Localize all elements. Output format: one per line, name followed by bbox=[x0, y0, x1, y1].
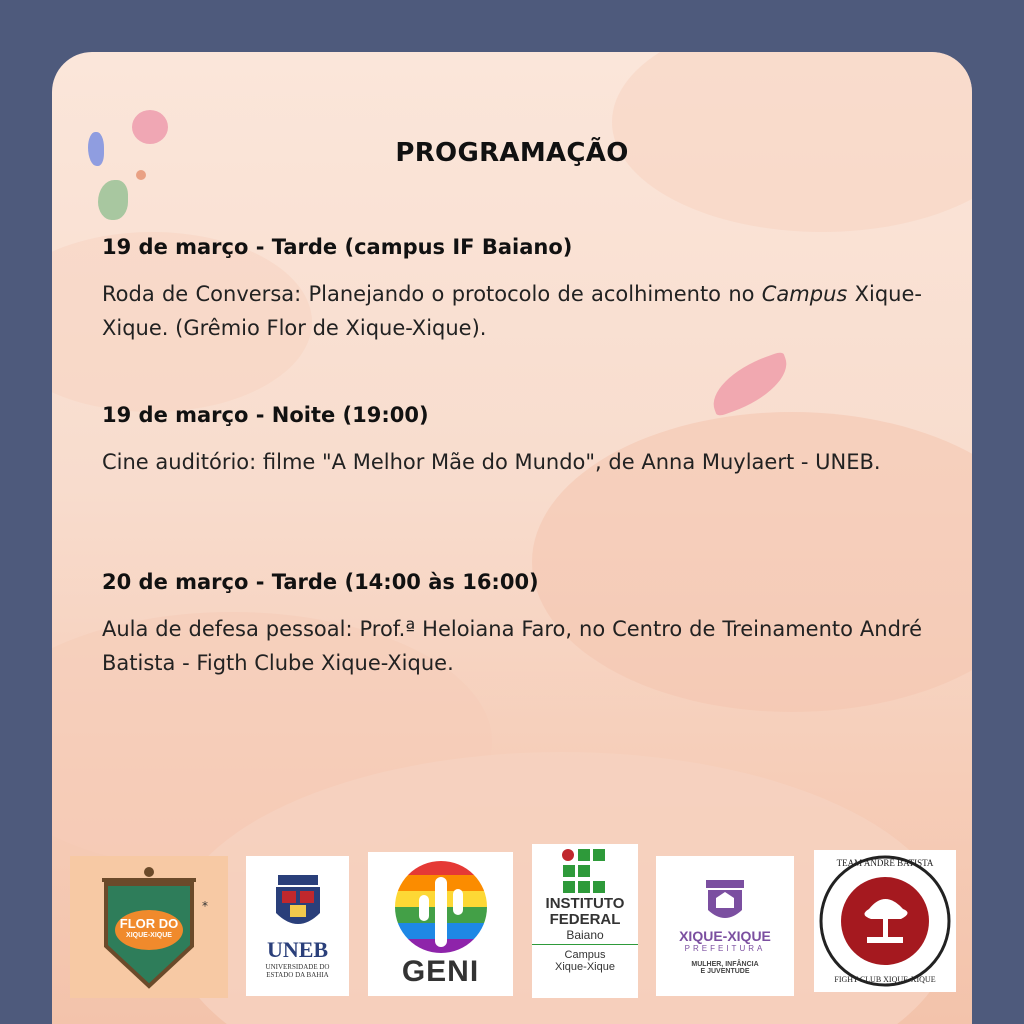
event-2-heading: 19 de março - Noite (19:00) bbox=[102, 403, 429, 427]
bonsai-tree-icon bbox=[817, 853, 953, 989]
flor-label-2: XIQUE-XIQUE bbox=[126, 932, 172, 939]
logo-team-andre-batista bbox=[814, 850, 956, 992]
xx-line-1: MULHER, INFÂNCIA bbox=[691, 960, 759, 968]
if-line-3: Baiano bbox=[532, 928, 638, 945]
if-line-5: Xique-Xique bbox=[555, 961, 615, 973]
logo-prefeitura-xique-xique bbox=[656, 856, 794, 996]
geni-name: GENI bbox=[401, 955, 480, 988]
event-3 bbox=[102, 570, 922, 680]
logo-if-baiano bbox=[532, 844, 638, 998]
event-1-heading: 19 de março - Tarde (campus IF Baiano) bbox=[102, 235, 573, 259]
logo-flor-do-xique-xique bbox=[70, 856, 228, 998]
team-top-text: TEAM ANDRÉ BATISTA bbox=[836, 858, 934, 868]
if-line-4: Campus bbox=[564, 949, 606, 961]
if-squares-icon bbox=[560, 848, 610, 896]
event-3-heading: 20 de março - Tarde (14:00 às 16:00) bbox=[102, 570, 539, 594]
event-3-description: Aula de defesa pessoal: Prof.ª Heloiana Faro, no Centro de Treinamento André Batista - Figth Clube Xique-Xique. bbox=[102, 617, 922, 675]
event-1-description: Roda de Conversa: Planejando o protocolo de acolhimento no Campus Xique-Xique. (Grêmio Flor de Xique-Xique). bbox=[102, 282, 922, 340]
green-leaf-icon bbox=[98, 180, 128, 220]
uneb-sub-2: ESTADO DA BAHIA bbox=[266, 971, 329, 979]
municipal-crest-icon bbox=[700, 878, 750, 928]
uneb-name: UNEB bbox=[266, 937, 329, 962]
event-1 bbox=[102, 235, 922, 345]
logo-geni bbox=[368, 852, 513, 996]
rainbow-cactus-icon bbox=[393, 859, 489, 955]
event-2-description: Cine auditório: filme "A Melhor Mãe do Mundo", de Anna Muylaert - UNEB. bbox=[102, 450, 881, 474]
xx-name: XIQUE-XIQUE bbox=[679, 927, 771, 944]
orange-dot-icon bbox=[136, 170, 146, 180]
coat-of-arms-icon bbox=[268, 873, 328, 937]
flor-label-1: FLOR DO bbox=[119, 916, 179, 931]
xx-sub: PREFEITURA bbox=[684, 943, 766, 953]
event-2 bbox=[102, 403, 922, 479]
team-bottom-text: FIGHT CLUB XIQUE-XIQUE bbox=[834, 975, 936, 984]
if-line-1: INSTITUTO bbox=[545, 895, 625, 912]
svg-text:*: * bbox=[202, 899, 208, 913]
page-title: PROGRAMAÇÃO bbox=[395, 138, 629, 168]
logo-uneb bbox=[246, 856, 349, 996]
xx-line-2: E JUVENTUDE bbox=[700, 967, 750, 975]
uneb-sub-1: UNIVERSIDADE DO bbox=[265, 963, 330, 971]
if-line-2: FEDERAL bbox=[549, 911, 621, 928]
